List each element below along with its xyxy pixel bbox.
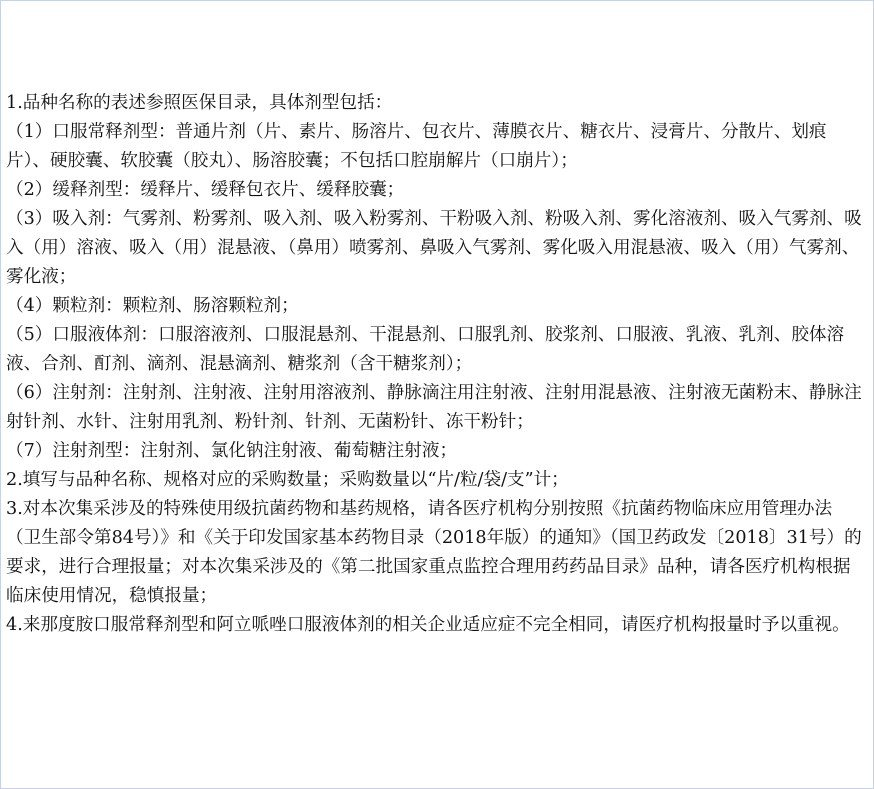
note-paragraph-3: 3.对本次集采涉及的特殊使用级抗菌药物和基药规格，请各医疗机构分别按照《抗菌药物临床应用管理办法（卫生部令第84号）》和《关于印发国家基本药物目录（2018年版）的通知》（国卫药政发〔2018〕31号）的要求，进行合理报量；对本次集采涉及的《第二批国家重点监控合理用药药品目录》品种，请各医疗机构根据临床使用情况，稳慎报量； [6,499,862,606]
note-paragraph-1: 1.品种名称的表述参照医保目录，具体剂型包括： [6,93,393,113]
note-paragraph-1-6: （6）注射剂：注射剂、注射液、注射用溶液剂、静脉滴注用注射液、注射用混悬液、注射液无菌粉末、静脉注射针剂、水针、注射用乳剂、粉针剂、针剂、无菌粉针、冻干粉针； [6,383,862,432]
notes-content [6,89,866,640]
note-paragraph-1-7: （7）注射剂型：注射剂、氯化钠注射液、葡萄糖注射液； [6,441,458,461]
note-paragraph-1-1: （1）口服常释剂型：普通片剂（片、素片、肠溶片、包衣片、薄膜衣片、糖衣片、浸膏片、分散片、划痕片）、硬胶囊、软胶囊（胶丸）、肠溶胶囊；不包括口腔崩解片（口崩片）； [6,122,827,171]
note-paragraph-1-3: （3）吸入剂：气雾剂、粉雾剂、吸入剂、吸入粉雾剂、干粉吸入剂、粉吸入剂、雾化溶液剂、吸入气雾剂、吸入（用）溶液、吸入（用）混悬液、（鼻用）喷雾剂、鼻吸入气雾剂、雾化吸入用混悬液、吸入（用）气雾剂、雾化液； [6,209,862,287]
note-paragraph-1-5: （5）口服液体剂：口服溶液剂、口服混悬剂、干混悬剂、口服乳剂、胶浆剂、口服液、乳液、乳剂、胶体溶液、合剂、酊剂、滴剂、混悬滴剂、糖浆剂（含干糖浆剂）； [6,325,845,374]
note-paragraph-1-4: （4）颗粒剂：颗粒剂、肠溶颗粒剂； [6,296,299,316]
note-paragraph-1-2: （2）缓释剂型：缓释片、缓释包衣片、缓释胶囊； [6,180,405,200]
note-paragraph-2: 2.填写与品种名称、规格对应的采购数量；采购数量以“片/粒/袋/支”计； [6,470,569,490]
note-paragraph-4: 4.来那度胺口服常释剂型和阿立哌唑口服液体剂的相关企业适应症不完全相同，请医疗机构报量时予以重视。 [6,615,850,635]
